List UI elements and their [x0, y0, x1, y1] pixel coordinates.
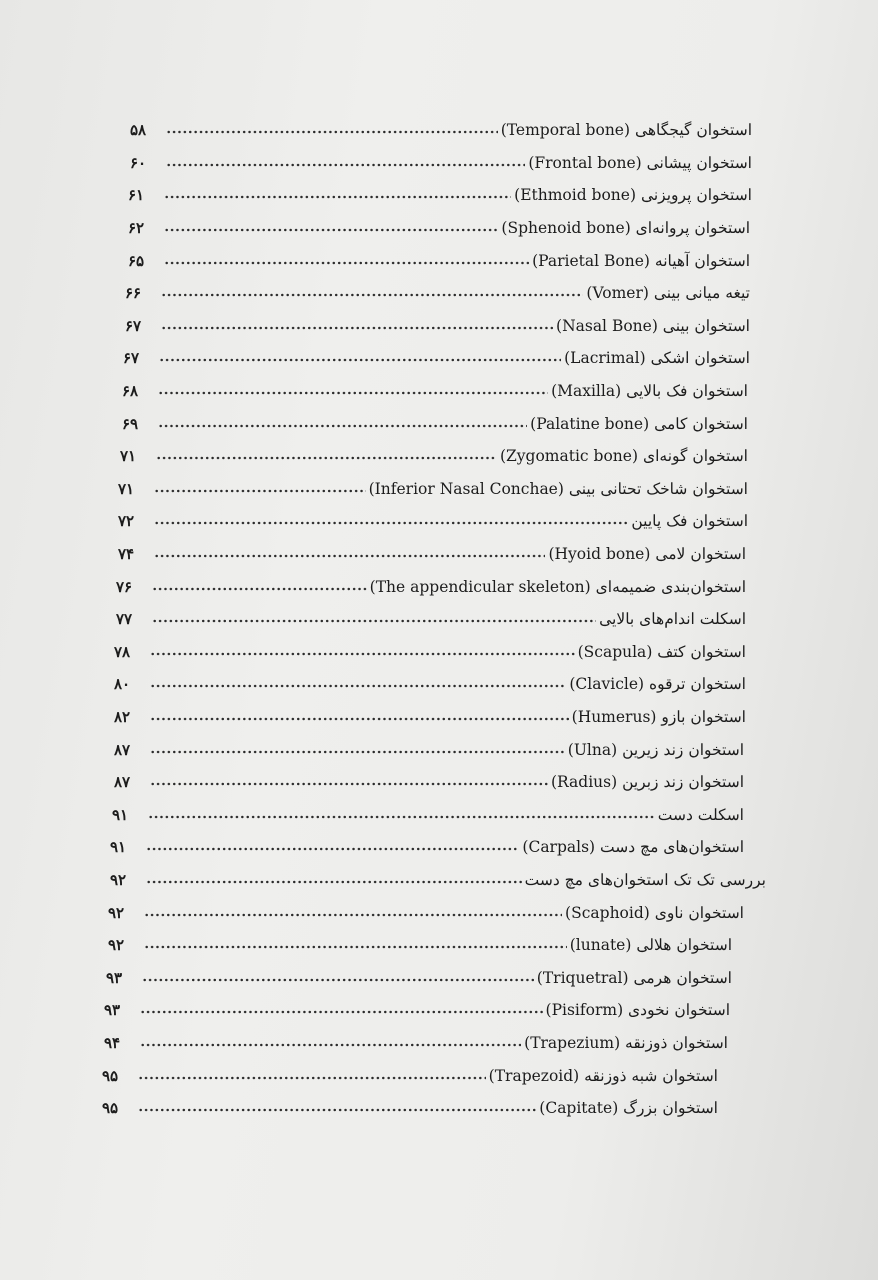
toc-entry-page-number: ۸۷ — [114, 773, 131, 792]
toc-entry — [122, 407, 748, 440]
toc-entry-title: تیغه میانی بینی (Vomer) — [586, 284, 750, 303]
toc-entry-title: استخوان شبه ذوزنقه (Trapezoid) — [488, 1066, 718, 1085]
dot-leader — [138, 1073, 486, 1083]
toc-entry-title: استخوان بازو (Humerus) — [571, 707, 746, 726]
toc-entry-page-number: ۷۲ — [118, 512, 135, 531]
dot-leader — [146, 844, 519, 854]
toc-entry-title: استخوان هلالی (lunate) — [569, 936, 732, 955]
toc-entry — [114, 668, 746, 701]
dot-leader — [154, 518, 628, 528]
toc-entry-title: استخوان گیجگاهی (Temporal bone) — [500, 121, 752, 140]
toc-entry-title: استخوان گونه‌ای (Zygomatic bone) — [499, 447, 748, 466]
toc-entry-title: استخوان ناوی (Scaphoid) — [565, 903, 744, 922]
toc-entry-page-number: ۹۱ — [110, 838, 127, 857]
toc-entry-title: استخوان ترقوه (Clavicle) — [569, 675, 746, 694]
toc-entry-page-number: ۹۲ — [110, 870, 127, 889]
toc-entry-page-number: ۹۳ — [104, 1001, 121, 1020]
toc-entry — [118, 538, 746, 571]
toc-entry — [120, 440, 748, 473]
toc-entry — [106, 961, 732, 994]
dot-leader — [152, 616, 596, 626]
toc-entry — [110, 864, 766, 897]
toc-entry-page-number: ۷۱ — [118, 479, 135, 498]
toc-entry-title: استخوان پیشانی (Frontal bone) — [528, 153, 752, 172]
toc-entry-page-number: ۸۰ — [114, 675, 131, 694]
toc-entry-title: استخوان‌بندی ضمیمه‌ای (The appendicular skeleton) — [369, 577, 746, 596]
toc-entry — [128, 244, 750, 277]
toc-entry-page-number: ۹۱ — [112, 805, 129, 824]
toc-entry-title: استخوان‌های مچ دست (Carpals) — [522, 838, 744, 857]
toc-entry-title: استخوان بزرگ (Capitate) — [539, 1099, 718, 1118]
toc-entry-page-number: ۷۸ — [114, 642, 131, 661]
toc-entry — [114, 636, 746, 669]
dot-leader — [156, 453, 497, 463]
dot-leader — [138, 1105, 536, 1115]
dot-leader — [150, 649, 575, 659]
dot-leader — [166, 127, 498, 137]
dot-leader — [150, 714, 569, 724]
toc-entry-title: استخوان فک پایین — [631, 512, 748, 531]
toc-entry-title: استخوان کتف (Scapula) — [577, 642, 746, 661]
toc-entry-page-number: ۶۷ — [123, 349, 140, 368]
toc-entry — [125, 310, 750, 343]
toc-entry-page-number: ۶۸ — [122, 382, 139, 401]
toc-entry-page-number: ۹۲ — [108, 903, 125, 922]
dot-leader — [146, 877, 522, 887]
toc-entry-page-number: ۸۷ — [114, 740, 131, 759]
toc-entry-page-number: ۸۲ — [114, 707, 131, 726]
toc-entry-page-number: ۹۴ — [104, 1033, 121, 1052]
toc-entry — [118, 505, 748, 538]
toc-entry-title: استخوان پروانه‌ای (Sphenoid bone) — [501, 219, 750, 238]
toc-entry — [128, 179, 752, 212]
dot-leader — [159, 355, 561, 365]
dot-leader — [144, 942, 567, 952]
toc-entry-page-number: ۷۷ — [116, 610, 133, 629]
dot-leader — [148, 812, 655, 822]
toc-entry-page-number: ۹۳ — [106, 968, 123, 987]
toc-entry — [128, 212, 750, 245]
dot-leader — [152, 584, 367, 594]
toc-entry — [108, 896, 744, 929]
toc-entry-page-number: ۹۵ — [102, 1066, 119, 1085]
dot-leader — [161, 290, 583, 300]
toc-entry-title: استخوان آهیانه (Parietal Bone) — [532, 251, 750, 270]
toc-entry-title: استخوان شاخک تحتانی بینی (Inferior Nasal Conchae) — [368, 479, 748, 498]
toc-entry-page-number: ۶۹ — [122, 414, 139, 433]
toc-entry — [122, 375, 748, 408]
toc-entry — [130, 147, 752, 180]
toc-entry-page-number: ۵۸ — [130, 121, 147, 140]
toc-entry — [110, 831, 744, 864]
dot-leader — [140, 1007, 543, 1017]
dot-leader — [158, 388, 548, 398]
toc-entry — [123, 342, 750, 375]
toc-entry — [108, 929, 732, 962]
toc-entry — [102, 1092, 718, 1125]
toc-entry — [130, 114, 752, 147]
dot-leader — [150, 747, 565, 757]
dot-leader — [150, 681, 566, 691]
toc-entry — [104, 1027, 728, 1060]
toc-entry-page-number: ۶۱ — [128, 186, 145, 205]
toc-entry — [116, 603, 746, 636]
toc-entry-title: استخوان اشکی (Lacrimal) — [564, 349, 750, 368]
toc-entry-title: استخوان کامی (Palatine bone) — [530, 414, 748, 433]
dot-leader — [158, 421, 527, 431]
dot-leader — [140, 1040, 521, 1050]
toc-entry-page-number: ۶۲ — [128, 219, 145, 238]
toc-entry-title: استخوان نخودی (Pisiform) — [545, 1001, 730, 1020]
toc-entry-page-number: ۷۶ — [116, 577, 133, 596]
dot-leader — [154, 486, 366, 496]
toc-entry-title: استخوان زند زیرین (Ulna) — [567, 740, 744, 759]
toc-entry — [118, 473, 748, 506]
dot-leader — [164, 225, 498, 235]
dot-leader — [161, 323, 553, 333]
dot-leader — [150, 779, 548, 789]
toc-entry — [114, 733, 744, 766]
toc-entry-title: استخوان زند زبرین (Radius) — [550, 773, 744, 792]
toc-entry — [116, 570, 746, 603]
dot-leader — [142, 975, 534, 985]
toc-entry-page-number: ۶۰ — [130, 153, 147, 172]
toc-entry-page-number: ۶۷ — [125, 316, 142, 335]
toc-entry-page-number: ۶۵ — [128, 251, 145, 270]
toc-entry — [112, 798, 744, 831]
toc-entry-title: اسکلت اندام‌های بالایی — [599, 610, 746, 629]
dot-leader — [144, 910, 562, 920]
table-of-contents — [0, 114, 878, 1124]
toc-entry-page-number: ۷۴ — [118, 545, 135, 564]
toc-entry-page-number: ۷۱ — [120, 447, 137, 466]
toc-entry — [102, 1059, 718, 1092]
toc-entry-title: اسکلت دست — [657, 805, 744, 824]
toc-entry — [114, 701, 746, 734]
toc-entry-title: بررسی تک تک استخوان‌های مچ دست — [524, 870, 766, 889]
toc-entry-page-number: ۶۶ — [125, 284, 142, 303]
dot-leader — [154, 551, 545, 561]
dot-leader — [164, 192, 511, 202]
toc-entry-title: استخوان ذوزنقه (Trapezium) — [524, 1033, 728, 1052]
toc-entry-page-number: ۹۲ — [108, 936, 125, 955]
toc-entry-title: استخوان هرمی (Triquetral) — [536, 968, 732, 987]
toc-entry-title: استخوان پرویزنی (Ethmoid bone) — [514, 186, 752, 205]
toc-entry-title: استخوان لامی (Hyoid bone) — [548, 545, 746, 564]
toc-entry-title: استخوان فک بالایی (Maxilla) — [551, 382, 748, 401]
toc-entry-title: استخوان بینی (Nasal Bone) — [556, 316, 750, 335]
dot-leader — [164, 258, 529, 268]
dot-leader — [166, 160, 525, 170]
toc-entry — [104, 994, 730, 1027]
toc-entry — [125, 277, 750, 310]
toc-entry — [114, 766, 744, 799]
toc-entry-page-number: ۹۵ — [102, 1099, 119, 1118]
